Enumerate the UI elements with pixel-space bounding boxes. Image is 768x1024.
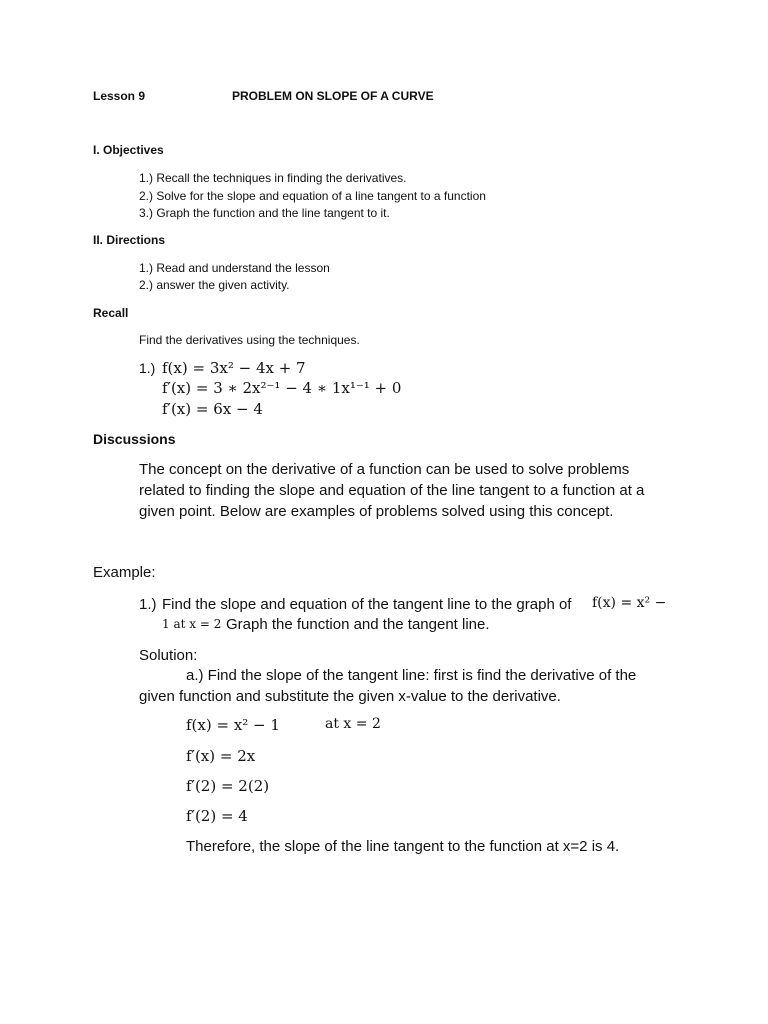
recall-instruction: Find the derivatives using the techniques. xyxy=(139,333,360,347)
objectives-heading: I. Objectives xyxy=(93,143,164,157)
example-problem-graph-text: Graph the function and the tangent line. xyxy=(226,616,490,633)
example-label: Example: xyxy=(93,564,156,581)
lesson-number: Lesson 9 xyxy=(93,89,146,103)
example-number: 1.) xyxy=(139,596,157,613)
lesson-title: PROBLEM ON SLOPE OF A CURVE xyxy=(232,89,434,103)
objective-item-2: 2.) Solve for the slope and equation of a line tangent to a function xyxy=(139,189,486,203)
solution-equation-2: f′(x) = 2x xyxy=(186,747,256,765)
recall-equation-1: f(x) = 3x² − 4x + 7 xyxy=(162,359,306,377)
solution-equation-4: f′(2) = 4 xyxy=(186,807,248,825)
direction-item-1: 1.) Read and understand the lesson xyxy=(139,261,330,275)
recall-number: 1.) xyxy=(139,360,156,376)
objective-item-3: 3.) Graph the function and the line tangent to it. xyxy=(139,206,390,220)
example-problem-function: f(x) = x² − xyxy=(592,595,667,611)
solution-step-a-line2: given function and substitute the given x-value to the derivative. xyxy=(139,688,561,705)
recall-equation-2: f′(x) = 3 ∗ 2x²⁻¹ − 4 ∗ 1x¹⁻¹ + 0 xyxy=(162,379,402,397)
recall-equation-3: f′(x) = 6x − 4 xyxy=(162,400,263,418)
directions-heading: II. Directions xyxy=(93,233,166,247)
example-problem-point: 1 at x = 2 xyxy=(162,617,222,631)
discussions-heading: Discussions xyxy=(93,431,176,447)
solution-equation-3: f′(2) = 2(2) xyxy=(186,777,270,795)
direction-item-2: 2.) answer the given activity. xyxy=(139,278,290,292)
solution-step-a-line1: a.) Find the slope of the tangent line: first is find the derivative of the xyxy=(186,667,637,684)
example-problem-text: Find the slope and equation of the tangent line to the graph of xyxy=(162,596,572,613)
solution-equation-1-point: at x = 2 xyxy=(325,716,381,732)
solution-conclusion: Therefore, the slope of the line tangent to the function at x=2 is 4. xyxy=(186,838,620,855)
discussions-paragraph: The concept on the derivative of a function can be used to solve problems related to finding the slope and equation of the line tangent to a function at a given point. Below are examples of problems solved using this concept. xyxy=(139,461,645,520)
recall-heading: Recall xyxy=(93,306,129,320)
objective-item-1: 1.) Recall the techniques in finding the derivatives. xyxy=(139,171,407,185)
solution-equation-1: f(x) = x² − 1 xyxy=(186,716,280,734)
solution-label: Solution: xyxy=(139,647,198,664)
